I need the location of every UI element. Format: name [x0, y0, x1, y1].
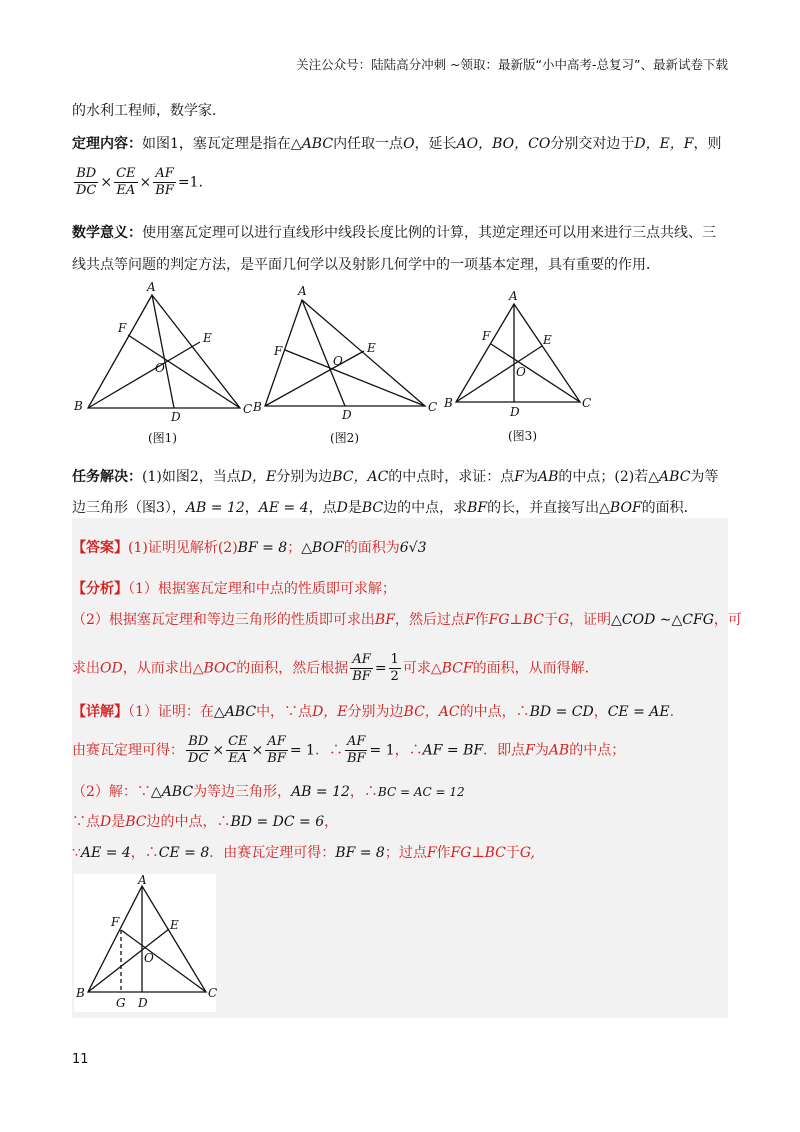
detail-line-4: ∵点D是BC边的中点，∴BD = DC = 6，: [72, 814, 339, 830]
sol-label-f: F: [111, 915, 120, 929]
fraction: $\frac{AF}{BF}$: [267, 734, 286, 766]
theorem-text: 分别交对边于: [550, 136, 635, 152]
intro-tail: 的水利工程师，数学家．: [72, 103, 226, 119]
sol-label-b: B: [76, 986, 85, 1000]
fig2-label-o: O: [333, 354, 343, 368]
fig3-label-c: C: [582, 396, 592, 410]
figure-3: [456, 304, 580, 402]
task-line-2: 边三角形（图3），AB = 12，AE = 4，点D是BC边的中点，求BF的长，并直接写出△BOF的面积．: [72, 500, 698, 516]
sol-label-g: G: [116, 996, 126, 1010]
equals-one: =1: [177, 174, 199, 191]
theorem-text: 如图1，塞瓦定理是指在: [142, 136, 291, 152]
period: .: [198, 174, 203, 191]
fraction: $\frac{BD}{DC}$: [76, 166, 97, 198]
fig1-label-a: A: [147, 280, 156, 294]
solution-figure: [74, 874, 216, 1012]
caption-fig3: (图3): [508, 429, 537, 443]
theorem-lines: AO，BO，CO: [456, 136, 551, 152]
theorem-line: [72, 133, 722, 153]
fig2-label-f: F: [274, 344, 283, 358]
fig2-label-c: C: [428, 400, 438, 414]
fig3-label-d: D: [510, 405, 520, 419]
fig3-label-o: O: [516, 365, 526, 379]
figure-2: [265, 300, 425, 406]
analysis-line-1: 【分析】（1）根据塞瓦定理和中点的性质即可求解；: [72, 581, 396, 597]
sol-label-a: A: [138, 873, 147, 887]
figure-background: [74, 874, 216, 1012]
times-sign: ×: [139, 174, 152, 191]
page-header: 关注公众号：陆陆高分冲刺 ~领取：最新版“小中高考-总复习”、最新试卷下载: [296, 57, 728, 72]
fraction: $\frac{BD}{DC}$: [188, 734, 209, 766]
cevian-be-2: [265, 351, 364, 406]
fraction: $\frac{AF}{BF}$: [346, 734, 366, 766]
theorem-text: ，延长: [414, 136, 457, 152]
theorem-points: D，E，F: [634, 136, 694, 152]
theorem-text: ，则: [693, 136, 722, 152]
detail-line-1: 【详解】（1）证明：在△ABC中，∵点D，E分别为边BC，AC的中点，∴BD = CD，CE = AE.: [72, 704, 675, 720]
fig2-label-e: E: [367, 341, 376, 355]
fig1-label-d: D: [171, 410, 181, 424]
fraction: $\frac{CE}{EA}$: [116, 166, 136, 198]
analysis-line-2: （2）根据塞瓦定理和等边三角形的性质即可求出BF，然后过点F作FG⊥BC于G，证明△COD ∼△CFG，可: [72, 612, 742, 628]
cevian-ad-1: [152, 295, 174, 408]
analysis-label: 【分析】: [72, 581, 128, 597]
triangle-2: [265, 300, 425, 406]
fig2-label-a: A: [298, 284, 307, 298]
sol-label-o: O: [144, 951, 154, 965]
analysis-line-3: 求出OD，从而求出△BOC的面积，然后根据 $\frac{AF}{BF}$ = $\frac{1}{2}$ 可求△BCF的面积，从而得解．: [72, 652, 599, 684]
fig2-label-b: B: [253, 400, 262, 414]
figure-1: [88, 295, 240, 408]
caption-fig2: (图2): [330, 431, 359, 445]
cevian-ad-2: [302, 300, 345, 406]
task-label: 任务解决：: [72, 469, 142, 485]
theorem-point: O: [403, 136, 415, 152]
fraction: $\frac{1}{2}$: [390, 652, 399, 684]
theorem-text: 内任取一点: [333, 136, 404, 152]
fig1-label-o: O: [155, 361, 165, 375]
figures-svg: [70, 280, 610, 455]
answer-label: 【答案】: [72, 540, 128, 556]
task-line-1: 任务解决：(1)如图2，当点D，E分别为边BC，AC的中点时，求证：点F为AB的中点；(2)若△ABC为等: [72, 469, 719, 485]
fig2-label-d: D: [342, 408, 352, 422]
fig1-label-b: B: [74, 399, 83, 413]
fraction: $\frac{CE}{EA}$: [228, 734, 248, 766]
fig1-label-c: C: [243, 402, 253, 416]
triangle-3: [456, 304, 580, 402]
cevian-be-1: [88, 342, 200, 408]
fig3-label-e: E: [543, 333, 552, 347]
meaning-label: 数学意义：: [72, 225, 142, 241]
meaning-text: 使用塞瓦定理可以进行直线形中线段长度比例的计算，其逆定理还可以用来进行三点共线、三: [142, 225, 716, 241]
sol-label-e: E: [170, 918, 179, 932]
fraction: $\frac{AF}{BF}$: [155, 166, 174, 198]
theorem-label: 定理内容：: [72, 136, 142, 152]
answer-line: 【答案】(1)证明见解析(2)BF = 8；△BOF的面积为6√3: [72, 540, 427, 556]
cevian-cf-1: [128, 335, 240, 408]
detail-line-2: 由赛瓦定理可得： $\frac{BD}{DC}$ × $\frac{CE}{EA}$ × $\frac{AF}{BF}$ = 1．∴ $\frac{AF}{BF}$ = 1，∴AF = BF．即点F为AB的中点；: [72, 734, 626, 766]
fraction: $\frac{AF}{BF}$: [352, 652, 371, 684]
triangle-1: [88, 295, 240, 408]
meaning-line-2: 线共点等问题的判定方法，是平面几何学以及射影几何学中的一项基本定理，具有重要的作用．: [72, 257, 660, 273]
cevian-cf-3: [491, 344, 580, 402]
sol-label-c: C: [208, 986, 218, 1000]
fig1-label-e: E: [203, 331, 212, 345]
times-sign: ×: [100, 174, 113, 191]
cevian-be-3: [456, 346, 542, 402]
meaning-line-1: [72, 222, 716, 242]
fig1-label-f: F: [118, 321, 127, 335]
cevian-cf-2: [285, 350, 425, 406]
ceva-formula: [72, 166, 203, 199]
fig3-label-b: B: [444, 396, 453, 410]
detail-label: 【详解】: [72, 704, 128, 720]
caption-fig1: (图1): [148, 431, 177, 445]
theorem-triangle: △ABC: [290, 136, 334, 152]
detail-line-3: （2）解：∵△ABC为等边三角形，AB = 12，∴BC = AC = 12: [72, 784, 465, 800]
page-number: 11: [72, 1052, 89, 1067]
fig3-label-a: A: [509, 289, 518, 303]
sol-label-d: D: [138, 996, 148, 1010]
detail-line-5: ∵AE = 4，∴CE = 8．由赛瓦定理可得：BF = 8；过点F作FG⊥BC于G,: [72, 845, 536, 861]
fig3-label-f: F: [482, 329, 491, 343]
